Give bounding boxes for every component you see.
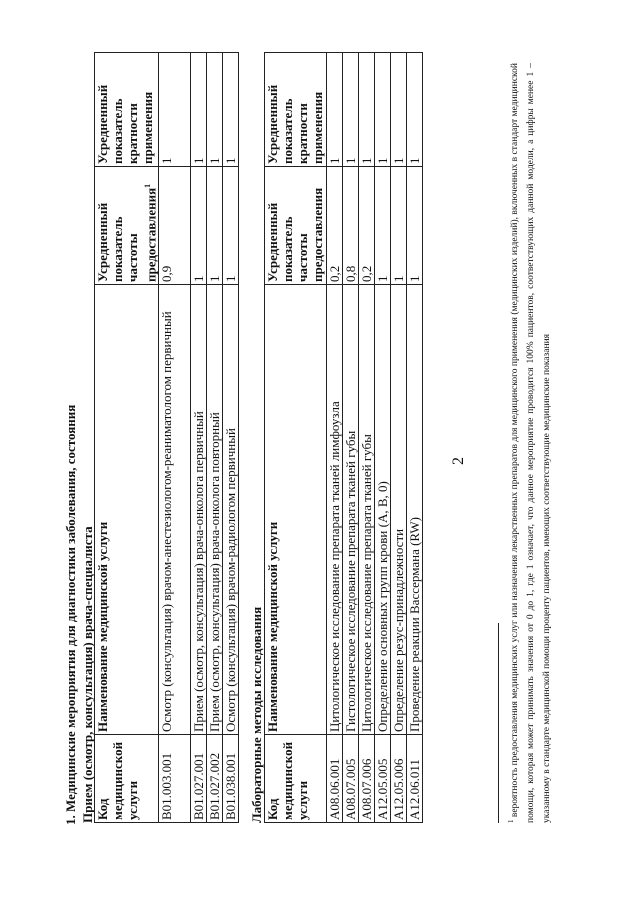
cell-name: Осмотр (консультация) врачом-анестезиологом-реаниматологом первичный: [159, 285, 191, 735]
page-number: 2: [450, 457, 467, 465]
cell-code: A08.07.005: [343, 735, 359, 823]
cell-name: Цитологическое исследование препарата тканей лимфоузла: [327, 285, 343, 735]
footnote-divider: [498, 623, 499, 823]
table-header-row: [265, 53, 327, 823]
header-code: Код медицинской услуги: [95, 735, 159, 823]
table-row: [207, 53, 223, 823]
table-row: [159, 53, 191, 823]
cell-frequency: 1: [191, 167, 207, 285]
cell-name: Определение резус-принадлежности: [391, 285, 407, 735]
cell-name: Осмотр (консультация) врачом-радиологом первичный: [223, 285, 239, 735]
cell-multiplicity: 1: [207, 53, 223, 167]
cell-name: Проведение реакции Вассермана (RW): [407, 285, 423, 735]
cell-code: B01.003.001: [159, 735, 191, 823]
cell-name: Определение основных групп крови (A, B, 0): [375, 285, 391, 735]
cell-multiplicity: 1: [343, 53, 359, 167]
footnote-text: вероятность предоставления медицинских услуг или назначения лекарственных препаратов для медицинского применения (медицинских изделий), включенных в стандарт медицинской помощи, которая может принимать значения от 0 до 1, где 1 означает, что данное мероприятие проводится 100% пациентов, соответствующих данной модели, а цифры менее 1 – указанному в стандарте медицинской помощи проценту пациентов, имеющих соответствующие медицинские показания: [510, 63, 553, 823]
cell-code: B01.038.001: [223, 735, 239, 823]
cell-multiplicity: 1: [159, 53, 191, 167]
cell-multiplicity: 1: [391, 53, 407, 167]
cell-name: Прием (осмотр, консультация) врача-онколога первичный: [191, 285, 207, 735]
lab-methods-table: [264, 52, 423, 823]
table-header-row: [95, 53, 159, 823]
cell-frequency: 1: [375, 167, 391, 285]
cell-frequency: 1: [391, 167, 407, 285]
cell-multiplicity: 1: [327, 53, 343, 167]
header-code: Код медицинской услуги: [265, 735, 327, 823]
cell-code: A12.05.005: [375, 735, 391, 823]
cell-multiplicity: 1: [191, 53, 207, 167]
table-row: [327, 53, 343, 823]
cell-multiplicity: 1: [375, 53, 391, 167]
cell-name: Гистологическое исследование препарата тканей губы: [343, 285, 359, 735]
table-row: [191, 53, 207, 823]
header-frequency: Усредненный показатель частоты предоставления: [265, 167, 327, 285]
footnote-ref: 1: [143, 183, 152, 188]
table-row: [359, 53, 375, 823]
header-name: Наименование медицинской услуги: [95, 285, 159, 735]
cell-code: A08.07.006: [359, 735, 375, 823]
table-row: [391, 53, 407, 823]
cell-frequency: 0,2: [327, 167, 343, 285]
cell-frequency: 0,8: [343, 167, 359, 285]
cell-multiplicity: 1: [223, 53, 239, 167]
cell-name: Прием (осмотр, консультация) врача-онколога повторный: [207, 285, 223, 735]
cell-frequency: 0,9: [159, 167, 191, 285]
cell-frequency: 1: [407, 167, 423, 285]
header-frequency: [95, 167, 159, 285]
cell-code: A08.06.001: [327, 735, 343, 823]
cell-code: B01.027.001: [191, 735, 207, 823]
cell-code: A12.06.011: [407, 735, 423, 823]
footnote: [503, 63, 555, 823]
cell-frequency: 0,2: [359, 167, 375, 285]
cell-multiplicity: 1: [407, 53, 423, 167]
cell-code: B01.027.002: [207, 735, 223, 823]
table-row: [407, 53, 423, 823]
consultations-table: [94, 52, 239, 823]
header-multiplicity: Усредненный показатель кратности применения: [265, 53, 327, 167]
table-row: [343, 53, 359, 823]
cell-frequency: 1: [223, 167, 239, 285]
footnote-mark: 1: [507, 819, 515, 823]
cell-multiplicity: 1: [359, 53, 375, 167]
subsection-title-consultations: Прием (осмотр, консультация) врача-специалиста: [80, 526, 95, 823]
table-row: [375, 53, 391, 823]
subsection-title-lab-methods: Лабораторные методы исследования: [249, 606, 264, 823]
cell-code: A12.05.006: [391, 735, 407, 823]
header-multiplicity: Усредненный показатель кратности применения: [95, 53, 159, 167]
header-frequency-label: Усредненный показатель частоты предоставления: [95, 187, 159, 282]
section-heading: 1. Медицинские мероприятия для диагностики заболевания, состояния: [63, 404, 78, 825]
cell-name: Цитологическое исследование препарата тканей губы: [359, 285, 375, 735]
cell-frequency: 1: [207, 167, 223, 285]
table-row: [223, 53, 239, 823]
header-name: Наименование медицинской услуги: [265, 285, 327, 735]
